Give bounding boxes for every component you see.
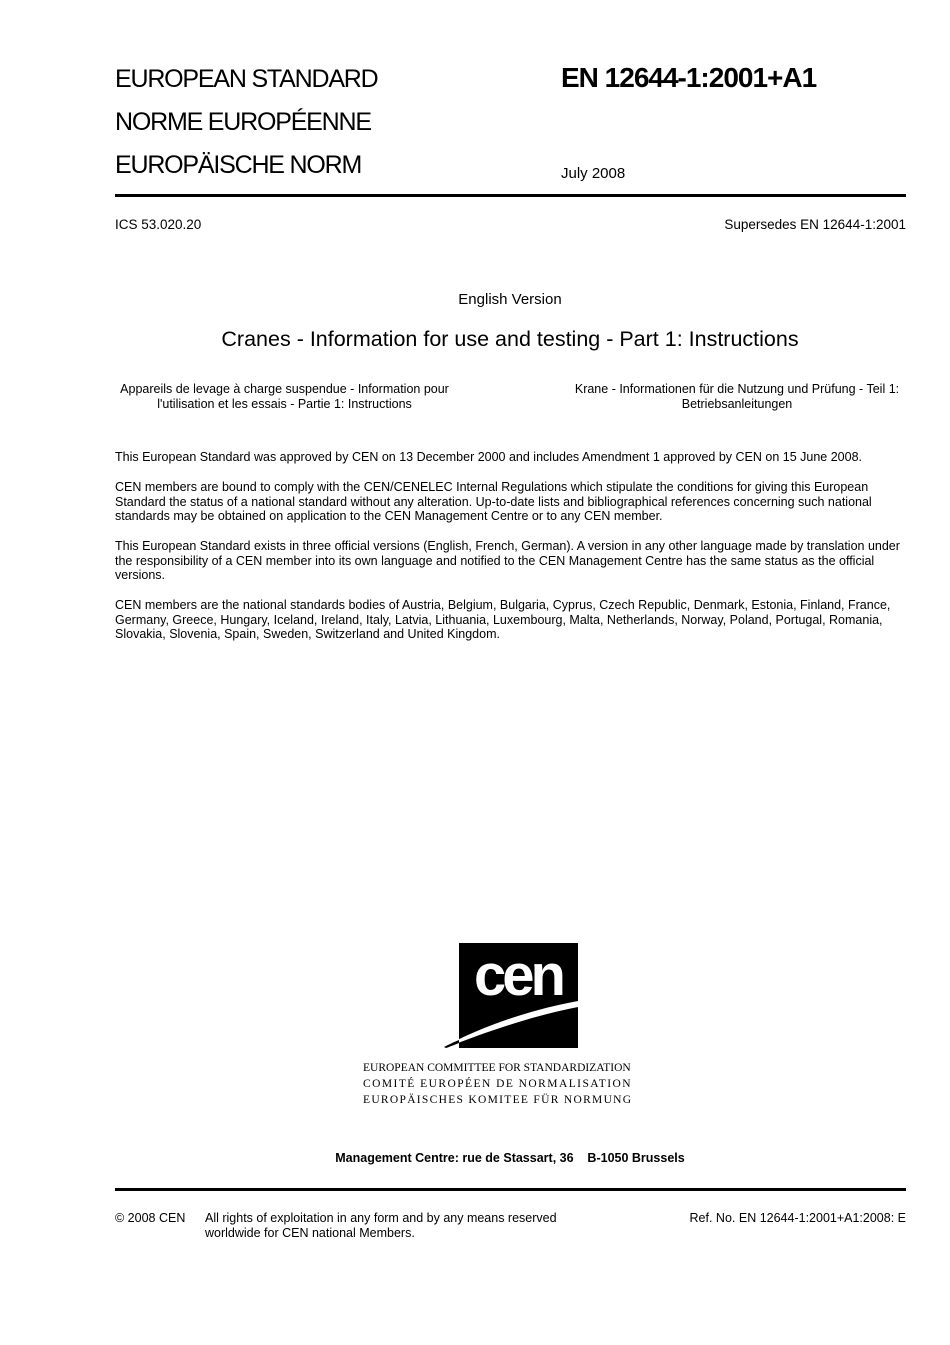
committee-name-de: EUROPÄISCHES KOMITEE FÜR NORMUNG <box>363 1094 633 1106</box>
compliance-paragraph: CEN members are bound to comply with the CEN/CENELEC Internal Regulations which stipulate the conditions for giving this European Standard the status of a national standard without any alteration. Up-to-date lists and bibliographical references concerning such national standards may be obtained on application to the CEN Management Centre or to any CEN member. <box>115 480 872 523</box>
publication-date: July 2008 <box>561 165 626 182</box>
committee-name-fr: COMITÉ EUROPÉEN DE NORMALISATION <box>363 1078 633 1090</box>
logo-swoosh-tail <box>444 1040 459 1048</box>
document-title: Cranes - Information for use and testing - Part 1: Instructions <box>221 327 799 351</box>
document-number: EN 12644-1:2001+A1 <box>561 62 817 93</box>
standard-title-fr: NORME EUROPÉENNE <box>115 108 371 136</box>
logo-text: cen <box>474 943 562 1008</box>
copyright-notice: © 2008 CEN <box>115 1211 186 1225</box>
supersedes-note: Supersedes EN 12644-1:2001 <box>724 217 906 232</box>
rights-statement: All rights of exploitation in any form and by any means reserved worldwide for CEN national Members. <box>205 1211 557 1240</box>
language-version: English Version <box>458 291 562 308</box>
title-german: Krane - Informationen für die Nutzung und Prüfung - Teil 1: Betriebsanleitungen <box>574 382 900 411</box>
cen-logo <box>444 943 579 1049</box>
footer-divider <box>115 1188 906 1191</box>
committee-name-en: EUROPEAN COMMITTEE FOR STANDARDIZATION <box>363 1062 631 1074</box>
members-paragraph: CEN members are the national standards bodies of Austria, Belgium, Bulgaria, Cyprus, Czech Republic, Denmark, Estonia, Finland, France, Germany, Greece, Hungary, Iceland, Ireland, Italy, Latvia, Lithuania, Luxembourg, Malta, Netherlands, Norway, Poland, Portugal, Romania, Slovakia, Slovenia, Spain, Sweden, Switzerland and United Kingdom. <box>115 598 891 641</box>
header-divider <box>115 194 906 197</box>
standard-title-en: EUROPEAN STANDARD <box>115 65 378 93</box>
management-centre-address: Management Centre: rue de Stassart, 36 B-1050 Brussels <box>335 1151 685 1165</box>
standard-title-de: EUROPÄISCHE NORM <box>115 151 362 179</box>
versions-paragraph: This European Standard exists in three official versions (English, French, German). A version in any other language made by translation under the responsibility of a CEN member into its own language and notified to the CEN Management Centre has the same status as the official versions. <box>115 539 900 582</box>
ics-code: ICS 53.020.20 <box>115 217 202 232</box>
reference-number: Ref. No. EN 12644-1:2001+A1:2008: E <box>689 1211 906 1225</box>
title-french: Appareils de levage à charge suspendue - Information pour l'utilisation et les essais - Partie 1: Instructions <box>120 382 449 411</box>
approval-paragraph: This European Standard was approved by CEN on 13 December 2000 and includes Amendment 1 approved by CEN on 15 June 2008. <box>115 450 862 464</box>
